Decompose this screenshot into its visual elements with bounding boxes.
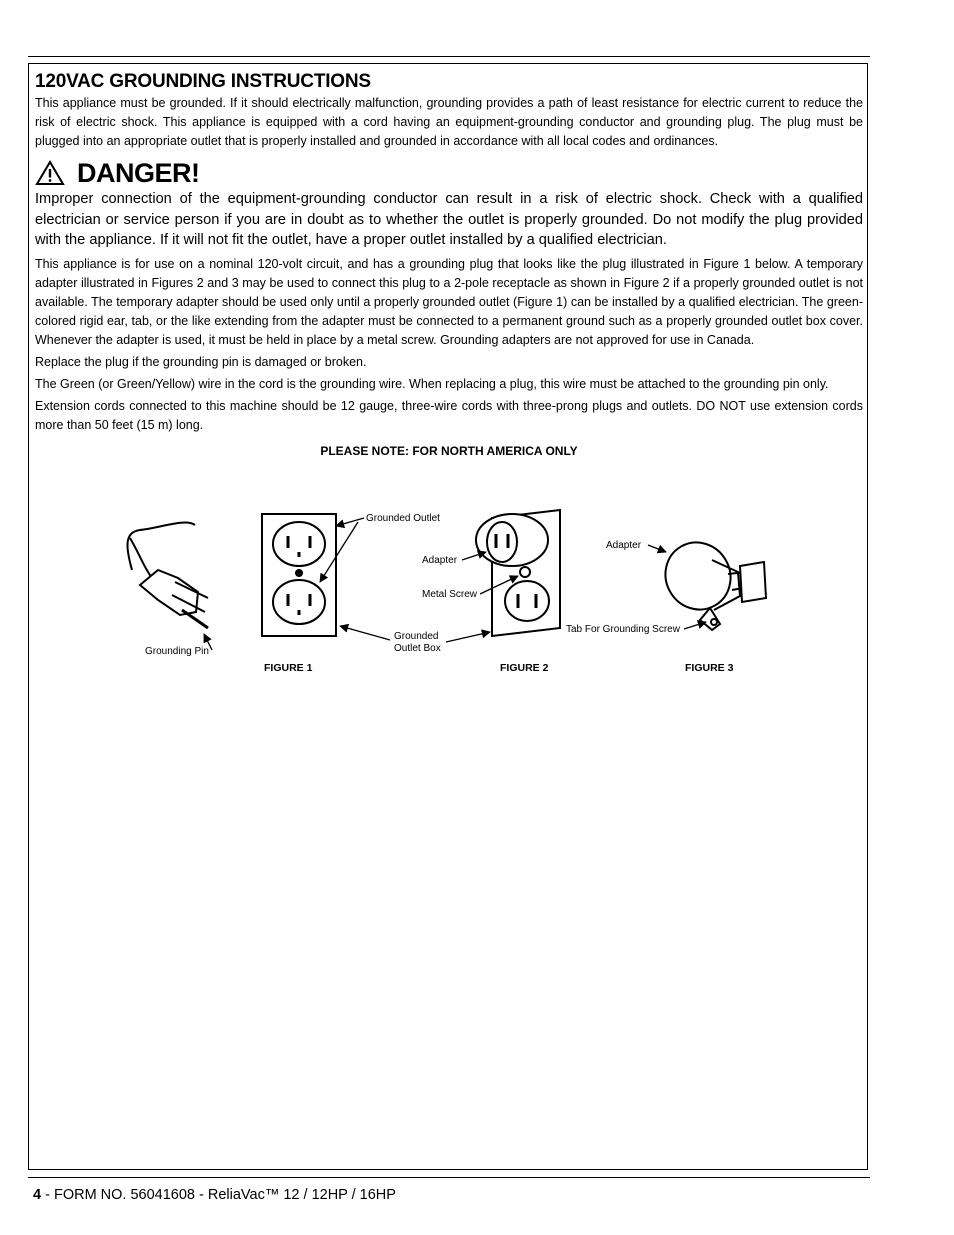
danger-title: DANGER! [77, 157, 200, 188]
body-paragraph-4: Extension cords connected to this machine should be 12 gauge, three-wire cords with three-prong plugs and outlets. DO NOT use extension cords more than 50 feet (15 m) long. [35, 398, 863, 432]
label-metal-screw: Metal Screw [422, 589, 478, 600]
adapter-plug-icon [653, 531, 766, 630]
figure-labels [145, 513, 734, 674]
label-outlet-box: Outlet Box [394, 643, 441, 654]
form-number: - FORM NO. 56041608 - ReliaVac™ 12 / 12HP / 16HP [41, 1187, 396, 1203]
label-grounded: Grounded [394, 631, 439, 642]
warning-triangle-icon [35, 160, 65, 186]
label-adapter-fig3: Adapter [606, 540, 642, 551]
label-grounding-pin: Grounding Pin [145, 646, 209, 657]
adapter-outlet-icon [476, 510, 560, 636]
danger-text: Improper connection of the equipment-grounding conductor can result in a risk of electric shock. Check with a qualified electrician or service person if you are in doubt as to whether the outlet is properly grounded. Do not modify the plug provided with the appliance. If it will not fit the outlet, have a proper outlet installed by a qualified electrician. [35, 191, 863, 248]
danger-heading [35, 157, 863, 189]
top-rule [28, 56, 870, 57]
section-title: 120VAC GROUNDING INSTRUCTIONS [35, 71, 371, 92]
north-america-note: PLEASE NOTE: FOR NORTH AMERICA ONLY [320, 443, 578, 458]
bottom-rule [28, 1177, 870, 1178]
figures-illustration [100, 500, 800, 690]
intro-paragraph: This appliance must be grounded. If it should electrically malfunction, grounding provides a path of least resistance for electric current to reduce the risk of electric shock. This appliance is equipped with a cord having an equipment-grounding conductor and grounding plug. The plug must be plugged into an appropriate outlet that is properly installed and grounded in accordance with all local codes and ordinances. [35, 96, 863, 148]
caption-figure-3: FIGURE 3 [685, 662, 734, 674]
body-paragraph-1: This appliance is for use on a nominal 120-volt circuit, and has a grounding plug that looks like the plug illustrated in Figure 1 below. A temporary adapter illustrated in Figures 2 and 3 may be used to connect this plug to a 2-pole receptacle as shown in Figure 2 if a properly grounded outlet is not available. The temporary adapter should be used only until a properly grounded outlet (Figure 1) can be installed by a qualified electrician. The green-colored rigid ear, tab, or the like extending from the adapter must be connected to a permanent ground such as a properly grounded outlet box cover. Whenever the adapter is used, it must be held in place by a metal screw. Grounding adapters are not approved for use in Canada. [35, 256, 863, 347]
figures-svg [100, 500, 800, 690]
label-adapter-fig2: Adapter [422, 555, 458, 566]
label-grounded-outlet: Grounded Outlet [366, 513, 440, 524]
page-number: 4 [33, 1187, 42, 1203]
label-tab-grounding-screw: Tab For Grounding Screw [566, 624, 680, 635]
page-content [35, 70, 863, 458]
caption-figure-2: FIGURE 2 [500, 662, 549, 674]
caption-figure-1: FIGURE 1 [264, 662, 313, 674]
grounding-plug-icon [127, 523, 208, 628]
body-paragraph-3: The Green (or Green/Yellow) wire in the cord is the grounding wire. When replacing a plug, this wire must be attached to the grounding pin only. [35, 376, 829, 391]
body-paragraph-2: Replace the plug if the grounding pin is damaged or broken. [35, 354, 367, 369]
page-footer [33, 1187, 396, 1203]
